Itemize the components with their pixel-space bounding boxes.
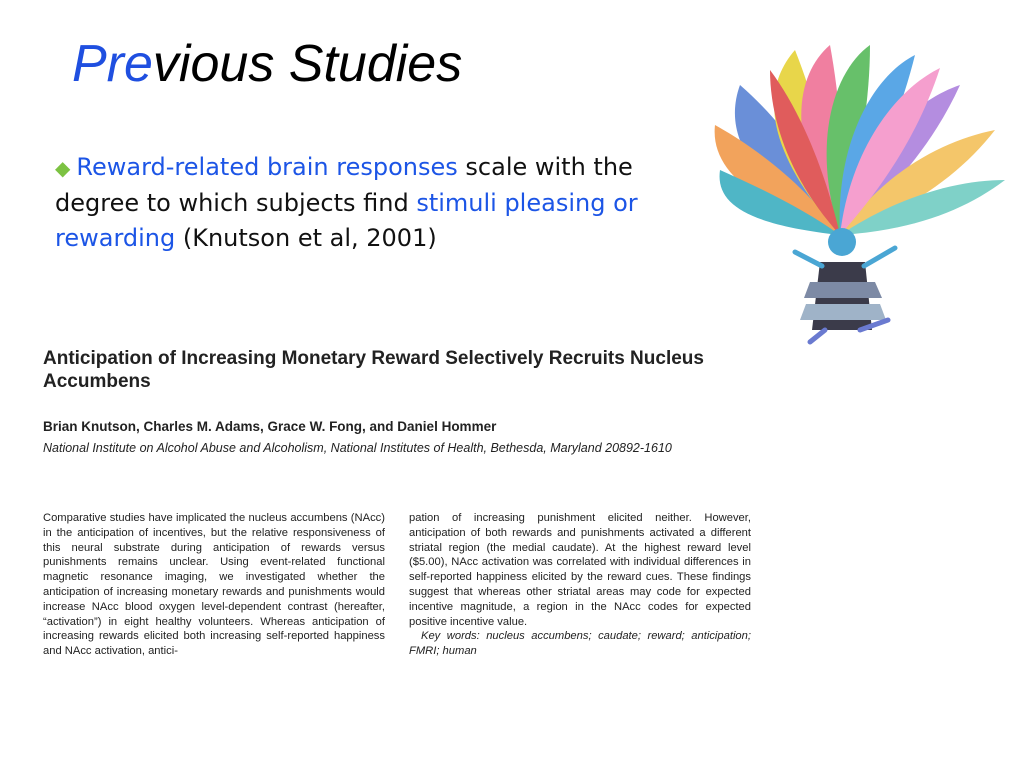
bullet-text-1: scale with the degree to which subjects find xyxy=(55,153,633,217)
abstract-right-text: pation of increasing punishment elicited neither. However, anticipation of both rewards and punishments activated a different striatal region (the medial caudate). At the highest reward level ($5.00), NAcc activation was correlated with individual differences in self-reported happiness elicited by the reward cues. These findings suggest that whereas other striatal areas may code for expected incentive magnitude, a region in the NAcc codes for expected positive incentive value. xyxy=(409,512,751,628)
slide-title-rest: vious Studies xyxy=(152,35,463,93)
abstract-right-column xyxy=(409,511,751,659)
diamond-bullet-icon: ◆ xyxy=(55,156,71,180)
paper-title: Anticipation of Increasing Monetary Reward Selectively Recruits Nucleus Accumbens xyxy=(43,348,704,392)
slide-title-accent: Pre xyxy=(72,35,153,93)
paper-authors: Brian Knutson, Charles M. Adams, Grace W. Fong, and Daniel Hommer xyxy=(43,419,497,434)
bullet-point xyxy=(55,150,665,256)
rainbow-hair-figure-illustration xyxy=(700,30,1020,350)
bullet-citation: (Knutson et al, 2001) xyxy=(175,224,437,252)
bullet-highlight-1: Reward-related brain responses xyxy=(76,153,458,181)
bullet-highlight-2: stimuli pleasing or rewarding xyxy=(55,189,638,252)
abstract-left-column: Comparative studies have implicated the nucleus accumbens (NAcc) in the anticipation of incentives, but the relative responsiveness of this neural substrate during anticipation of rewards versus punishments remains unclear. Using event-related functional magnetic resonance imaging, we investigated whether the anticipation of increasing monetary rewards and punishments would increase NAcc blood oxygen level-dependent contrast (hereafter, “activation”) in eight healthy volunteers. Whereas anticipation of increasing rewards elicited both increasing self-reported happiness and NAcc activation, antici- xyxy=(43,512,385,658)
paper-keywords: Key words: nucleus accumbens; caudate; reward; anticipation; FMRI; human xyxy=(409,630,751,658)
slide-title xyxy=(72,34,462,94)
paper-affiliation: National Institute on Alcohol Abuse and Alcoholism, National Institutes of Health, Bethesda, Maryland 20892-1610 xyxy=(43,441,672,455)
